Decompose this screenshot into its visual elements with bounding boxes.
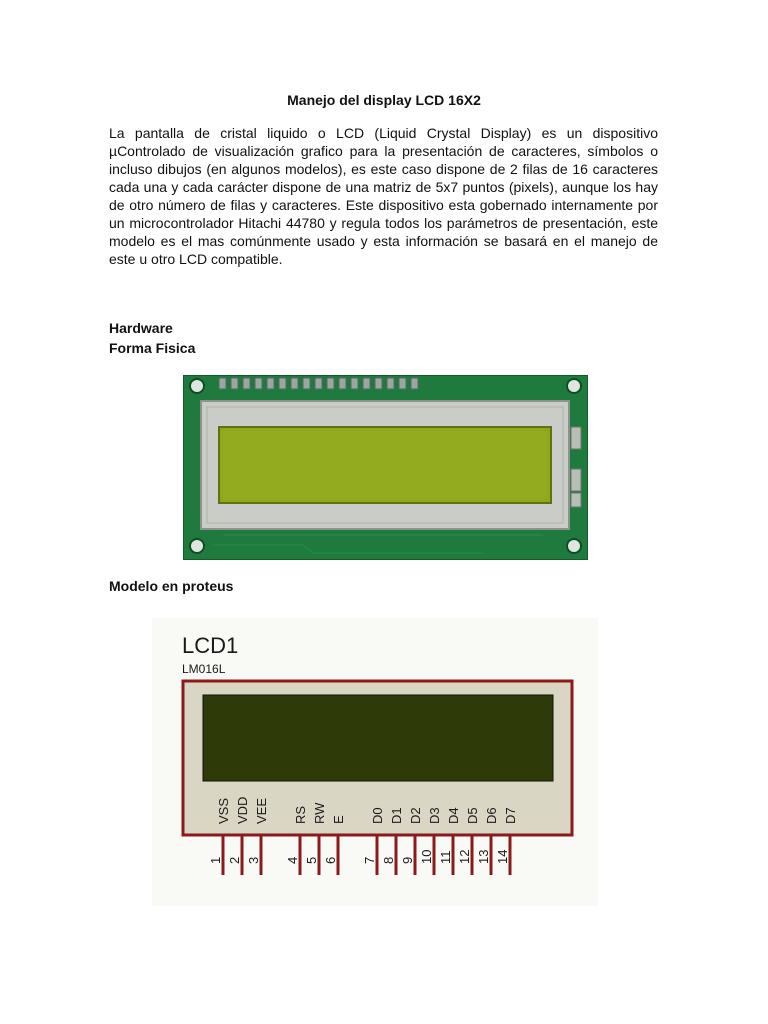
pin-name-d1: D1 [389, 807, 404, 824]
pin-name-vee: VEE [254, 797, 269, 824]
proteus-schematic [152, 618, 598, 906]
page-title: Manejo del display LCD 16X2 [287, 92, 481, 108]
pin-number-9: 9 [400, 856, 415, 864]
pin-number-7: 7 [362, 856, 377, 864]
mounting-hole [567, 379, 581, 393]
mounting-hole [190, 539, 204, 553]
pin-name-vdd: VDD [235, 796, 250, 824]
pin-name-d7: D7 [503, 807, 518, 824]
pin-name-d2: D2 [408, 807, 423, 824]
component-model: LM016L [182, 662, 226, 676]
lcd-photo-svg [183, 375, 588, 560]
pin-name-d3: D3 [427, 807, 442, 824]
pin-name-e: E [331, 815, 346, 824]
pin-number-10: 10 [419, 849, 434, 864]
intro-paragraph: La pantalla de cristal liquido o LCD (Liquid Crystal Display) es un dispositivo µControlado de visualización grafico para la presentación de caracteres, símbolos o incluso dibujos (en algunos modelos), es este caso dispone de 2 filas de 16 caracteres cada una y cada carácter dispone de una matriz de 5x7 puntos (pixels), aunque los hay de otro número de filas y caracteres. Este dispositivo esta gobernado internamente por un microcontrolador Hitachi 44780 y regula todos los parámetros de presentación, este modelo es el mas comúnmente usado y esta información se basará en el manejo de este u otro LCD compatible. [109, 125, 658, 267]
pin-number-4: 4 [285, 856, 300, 864]
mounting-hole [567, 539, 581, 553]
component-screen [203, 695, 553, 781]
lcd-module-photo [183, 375, 588, 560]
pin-name-vss: VSS [216, 797, 231, 824]
pin-number-8: 8 [381, 856, 396, 864]
pin-name-d5: D5 [465, 807, 480, 824]
mounting-hole [190, 379, 204, 393]
pin-name-d6: D6 [484, 807, 499, 824]
heading-hardware: Hardware [109, 320, 173, 336]
component-ref: LCD1 [182, 633, 239, 658]
pin-number-11: 11 [438, 850, 453, 864]
pin-name-d4: D4 [446, 807, 461, 824]
header-pins [219, 378, 418, 389]
pin-name-d0: D0 [370, 807, 385, 824]
pin-number-1: 1 [208, 856, 223, 864]
pin-number-14: 14 [495, 849, 510, 864]
pin-number-5: 5 [304, 856, 319, 864]
pin-name-rs: RS [293, 805, 308, 824]
heading-forma-fisica: Forma Fisica [109, 340, 196, 356]
schematic-svg [152, 618, 598, 906]
pin-number-3: 3 [246, 856, 261, 864]
pin-number-13: 13 [476, 849, 491, 864]
pin-number-2: 2 [227, 856, 242, 864]
heading-modelo-proteus: Modelo en proteus [109, 578, 234, 594]
pin-number-6: 6 [323, 856, 338, 864]
pin-name-rw: RW [312, 802, 327, 824]
pin-number-12: 12 [457, 849, 472, 864]
